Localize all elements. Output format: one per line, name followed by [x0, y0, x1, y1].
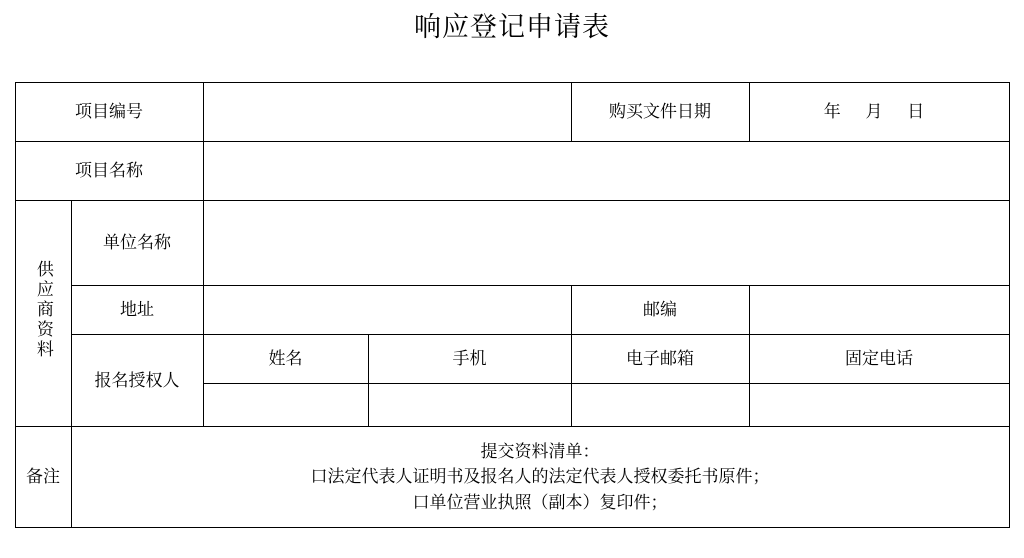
- registration-form-table: [15, 82, 1010, 528]
- supplier-info-label: [15, 201, 71, 427]
- project-number-label: 项目编号: [15, 83, 203, 142]
- authorized-name-label: 姓名: [203, 335, 368, 384]
- company-name-value[interactable]: [203, 201, 1009, 286]
- table-row: [15, 142, 1009, 201]
- postcode-label: 邮编: [571, 286, 749, 335]
- remarks-label-text: 备注: [26, 467, 60, 487]
- company-name-label: 单位名称: [71, 201, 203, 286]
- postcode-value[interactable]: [749, 286, 1009, 335]
- authorized-mobile-value[interactable]: [368, 384, 571, 427]
- project-name-label: 项目名称: [15, 142, 203, 201]
- remarks-line-1: 提交资料清单：: [480, 441, 600, 461]
- table-row: [15, 83, 1009, 142]
- purchase-date-value[interactable]: 年 月 日: [749, 83, 1009, 142]
- authorized-email-value[interactable]: [571, 384, 749, 427]
- table-row: [15, 335, 1009, 384]
- authorized-phone-value[interactable]: [749, 384, 1009, 427]
- table-row: [15, 286, 1009, 335]
- project-number-value[interactable]: [203, 83, 571, 142]
- authorized-name-value[interactable]: [203, 384, 368, 427]
- remarks-line-3: 口单位营业执照（副本）复印件；: [412, 492, 668, 512]
- remarks-label: [15, 427, 71, 528]
- authorized-email-label: 电子邮箱: [571, 335, 749, 384]
- remarks-line-2: 口法定代表人证明书及报名人的法定代表人授权委托书原件；: [310, 467, 770, 487]
- project-name-value[interactable]: [203, 142, 1009, 201]
- authorized-phone-label: 固定电话: [749, 335, 1009, 384]
- page-title: 响应登记申请表: [414, 12, 610, 42]
- address-label: 地址: [71, 286, 203, 335]
- address-value[interactable]: [203, 286, 571, 335]
- table-row: [15, 427, 1009, 528]
- authorized-person-label: 报名授权人: [71, 335, 203, 427]
- purchase-date-label: 购买文件日期: [571, 83, 749, 142]
- supplier-info-label-text: 供应商资料: [33, 259, 53, 360]
- remarks-content[interactable]: [71, 427, 1009, 528]
- authorized-mobile-label: 手机: [368, 335, 571, 384]
- table-row: [15, 201, 1009, 286]
